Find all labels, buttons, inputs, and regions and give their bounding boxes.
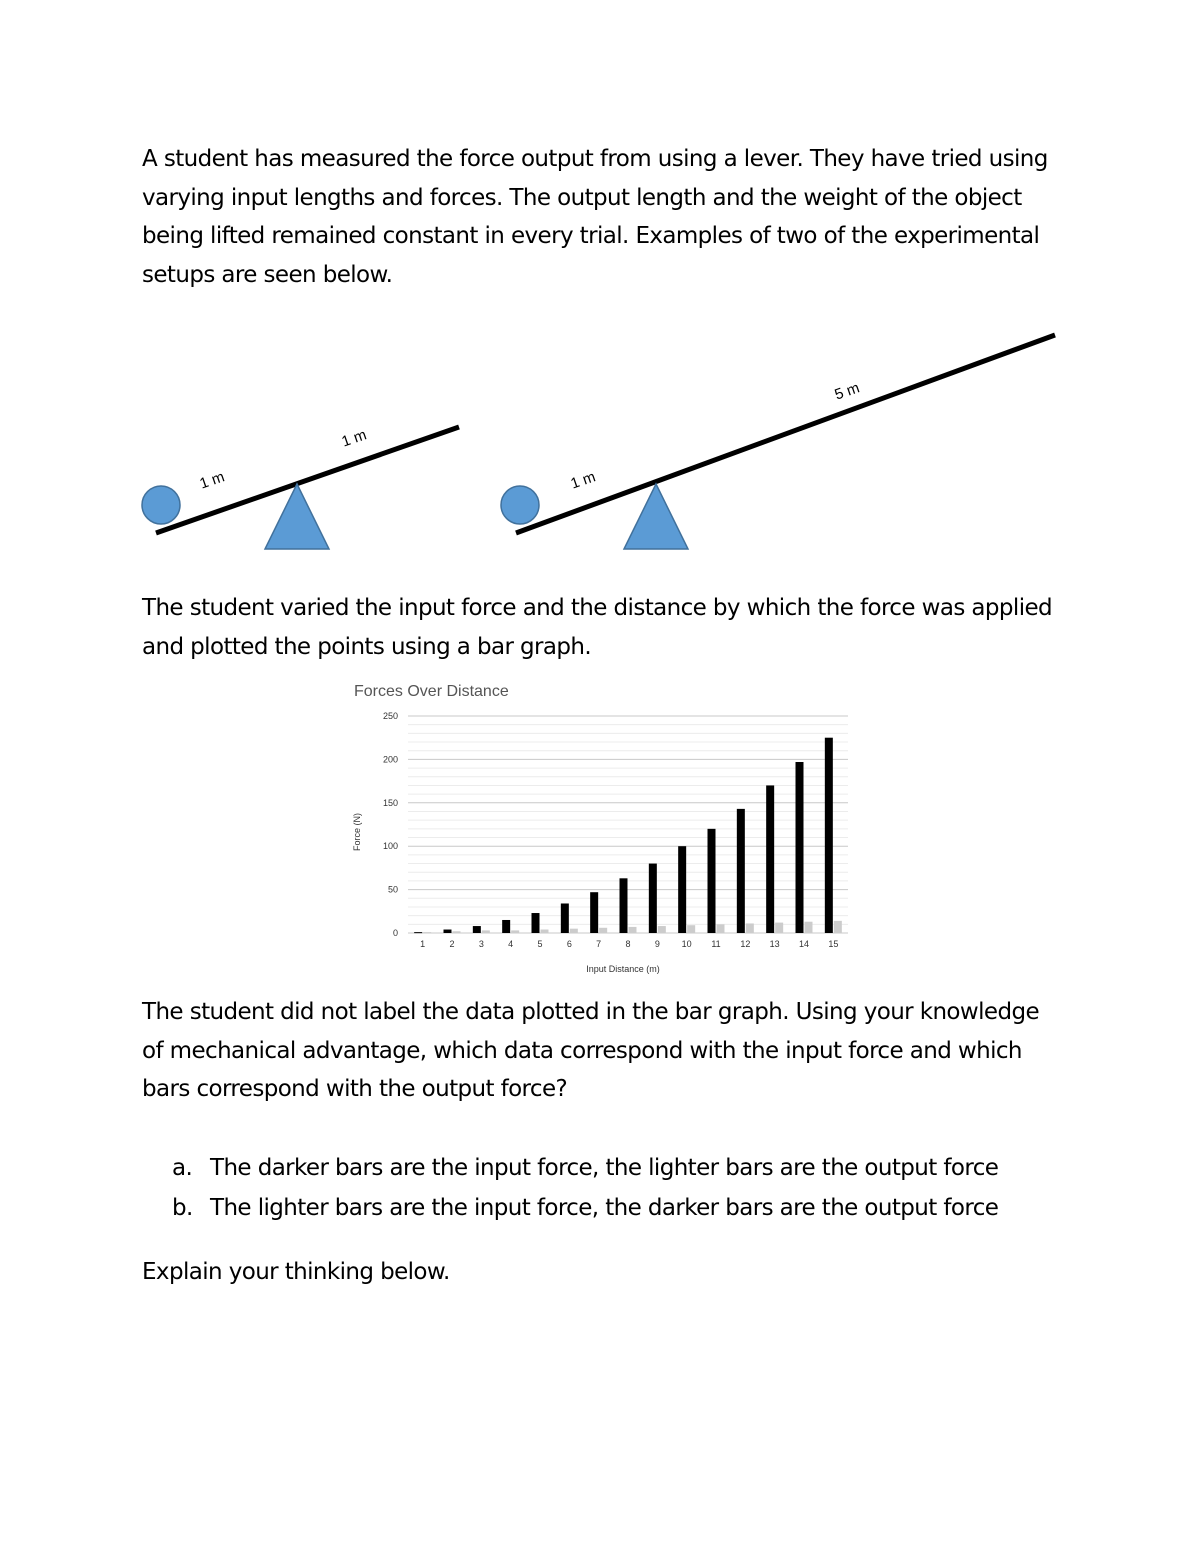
dark-bar	[561, 903, 569, 933]
dark-bar	[678, 846, 686, 933]
dark-bar	[737, 809, 745, 933]
light-bar	[717, 924, 725, 933]
light-bar	[629, 927, 637, 933]
x-tick-label: 10	[681, 939, 692, 949]
x-tick-label: 15	[828, 939, 839, 949]
option-a[interactable]	[172, 1148, 998, 1188]
middle-paragraph: The student varied the input force and the distance by which the force was applied and plotted the points using a bar graph.	[142, 595, 1053, 660]
light-bar	[453, 931, 461, 933]
option-a-text: The darker bars are the input force, the lighter bars are the output force	[210, 1155, 999, 1181]
x-tick-label: 14	[798, 939, 810, 949]
dark-bar	[620, 878, 628, 933]
x-tick-label: 7	[596, 939, 602, 949]
chart-x-axis-label: Input Distance (m)	[586, 964, 660, 974]
right-lever-setup	[501, 335, 1055, 549]
intro-paragraph: A student has measured the force output from using a lever. They have tried using varying input lengths and forces. The output length and the weight of the object being lifted remained constant in every trial. Examples of two of the experimental setups are seen below.	[142, 146, 1048, 288]
right-output-label: 5 m	[832, 379, 862, 404]
answer-options	[172, 1148, 998, 1228]
dark-bar	[414, 932, 422, 933]
y-tick-label: 250	[382, 711, 398, 721]
x-tick-label: 5	[537, 939, 543, 949]
chart-bars	[414, 738, 842, 933]
x-tick-label: 9	[654, 939, 660, 949]
left-load-ball	[142, 486, 180, 524]
chart-x-ticks	[420, 939, 838, 949]
light-bar	[541, 930, 549, 933]
x-tick-label: 6	[566, 939, 572, 949]
light-bar	[775, 923, 783, 933]
light-bar	[834, 921, 842, 933]
right-lever-beam	[516, 335, 1055, 533]
x-tick-label: 2	[449, 939, 455, 949]
y-tick-label: 0	[392, 928, 398, 938]
left-input-label: 1 m	[197, 468, 227, 493]
light-bar	[482, 930, 490, 933]
left-lever-setup	[142, 426, 459, 549]
lever-diagrams	[0, 320, 1200, 560]
y-tick-label: 50	[387, 884, 398, 895]
explain-prompt: Explain your thinking below.	[142, 1259, 450, 1285]
dark-bar	[502, 920, 510, 933]
option-b-text: The lighter bars are the input force, the darker bars are the output force	[210, 1195, 999, 1221]
right-input-label: 1 m	[568, 468, 598, 493]
light-bar	[423, 932, 431, 933]
x-tick-label: 8	[625, 939, 631, 949]
dark-bar	[825, 738, 833, 933]
option-b-letter: b.	[172, 1195, 193, 1221]
right-fulcrum	[624, 484, 688, 549]
dark-bar	[473, 926, 481, 933]
y-tick-label: 100	[382, 841, 398, 852]
dark-bar	[649, 864, 657, 933]
y-tick-label: 150	[382, 797, 398, 808]
left-output-label: 1 m	[339, 426, 369, 451]
forces-bar-chart	[340, 676, 860, 981]
x-tick-label: 3	[478, 939, 484, 949]
chart-y-axis-label: Force (N)	[352, 813, 362, 851]
light-bar	[599, 928, 607, 933]
chart-gridlines	[408, 716, 848, 933]
y-tick-label: 200	[382, 754, 398, 765]
x-tick-label: 1	[420, 939, 426, 949]
dark-bar	[444, 930, 452, 933]
dark-bar	[766, 785, 774, 933]
light-bar	[746, 923, 754, 933]
question-paragraph: The student did not label the data plotted in the bar graph. Using your knowledge of mechanical advantage, which data correspond with the input force and which bars correspond with the output force?	[142, 999, 1040, 1102]
option-b[interactable]	[172, 1188, 998, 1228]
right-load-ball	[501, 486, 539, 524]
option-a-letter: a.	[172, 1155, 193, 1181]
x-tick-label: 13	[769, 939, 780, 949]
x-tick-label: 11	[711, 939, 721, 949]
light-bar	[805, 922, 813, 933]
light-bar	[570, 929, 578, 933]
light-bar	[687, 925, 695, 933]
dark-bar	[590, 892, 598, 933]
light-bar	[658, 926, 666, 933]
light-bar	[511, 930, 519, 933]
chart-title: Forces Over Distance	[354, 683, 509, 700]
dark-bar	[708, 829, 716, 933]
dark-bar	[532, 913, 540, 933]
x-tick-label: 12	[740, 939, 751, 949]
dark-bar	[796, 762, 804, 933]
x-tick-label: 4	[508, 939, 514, 949]
chart-y-ticks	[383, 711, 398, 938]
